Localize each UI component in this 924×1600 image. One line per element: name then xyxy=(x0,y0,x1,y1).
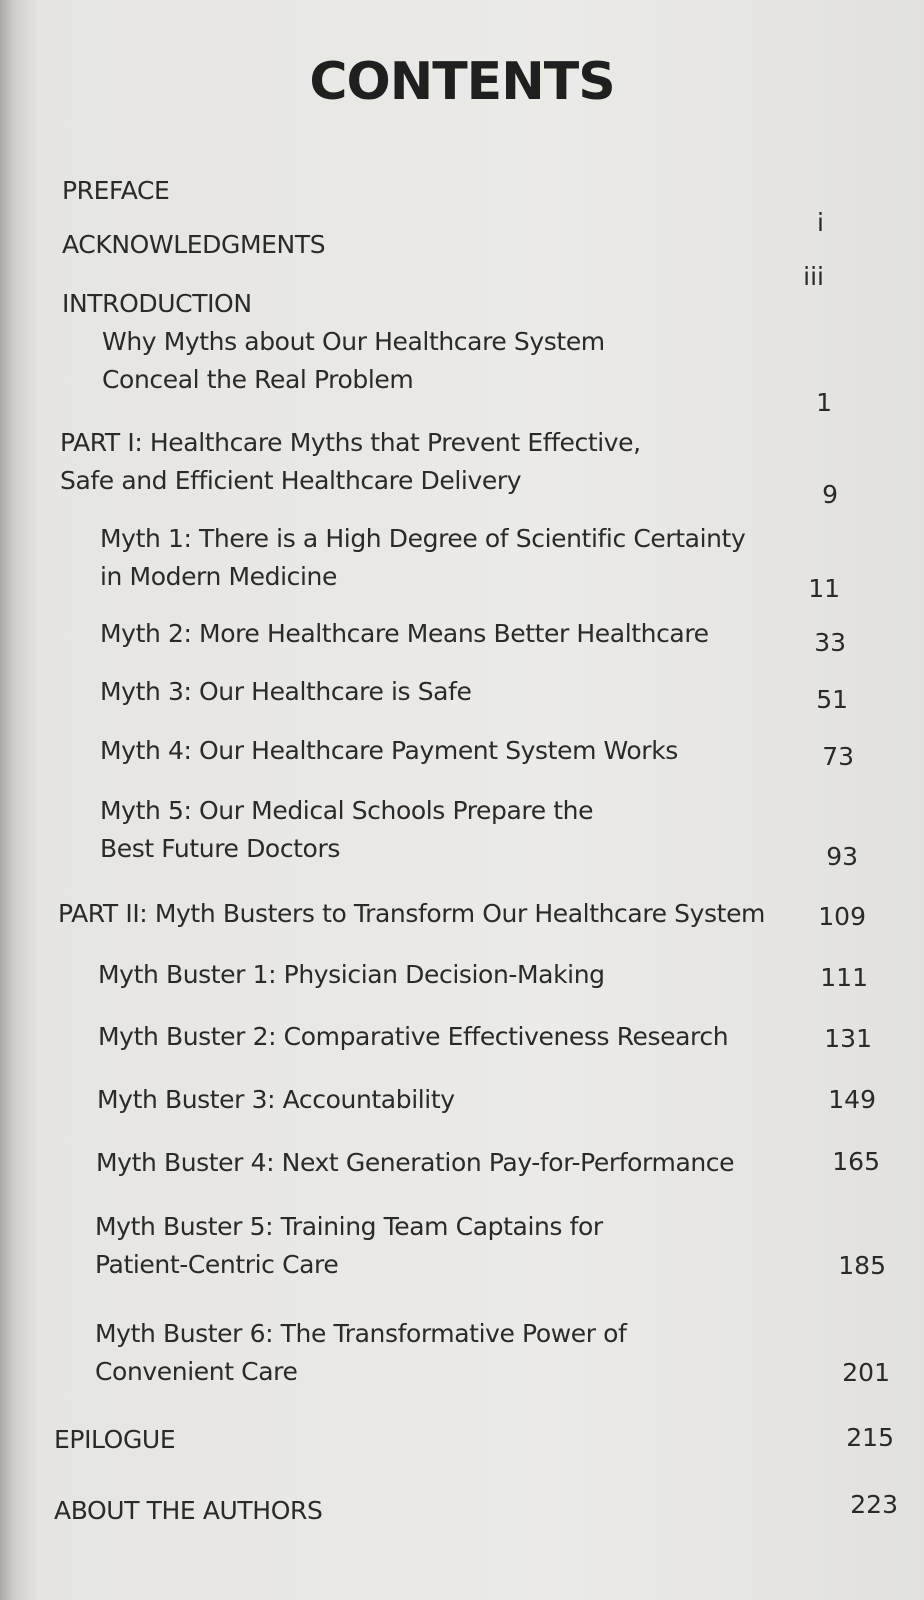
toc-page-number: 201 xyxy=(842,1358,890,1387)
toc-entry-title: Myth 2: More Healthcare Means Better Healthcare xyxy=(100,619,709,648)
toc-page-number: 93 xyxy=(826,842,858,871)
toc-entry-buster3 xyxy=(97,1081,455,1119)
page-title: CONTENTS xyxy=(309,52,615,112)
toc-entry-buster2 xyxy=(98,1018,728,1056)
toc-entry-about xyxy=(54,1492,322,1530)
toc-page-number: 109 xyxy=(818,902,866,931)
toc-entry-preface xyxy=(62,172,169,210)
toc-entry-title: PART II: Myth Busters to Transform Our Healthcare System xyxy=(58,899,766,928)
toc-entry-title: Myth Buster 5: Training Team Captains for xyxy=(95,1212,603,1241)
toc-entry-title: Patient-Centric Care xyxy=(95,1250,339,1279)
toc-entry-title: Myth Buster 6: The Transformative Power of xyxy=(95,1319,627,1348)
toc-entry-introduction xyxy=(62,285,605,399)
toc-entry-buster1 xyxy=(98,956,605,994)
toc-entry-acknowledgments xyxy=(62,226,325,264)
toc-entry-title: PART I: Healthcare Myths that Prevent Effective, xyxy=(60,428,641,457)
toc-entry-buster6 xyxy=(95,1315,626,1391)
toc-entry-part2 xyxy=(58,895,765,933)
toc-page-number: 51 xyxy=(816,685,848,714)
toc-entry-title: Myth Buster 4: Next Generation Pay-for-Performance xyxy=(96,1148,735,1177)
toc-entry-title: Myth Buster 2: Comparative Effectiveness Research xyxy=(98,1022,729,1051)
toc-entry-title: ACKNOWLEDGMENTS xyxy=(62,230,326,259)
toc-entry-subtitle: Why Myths about Our Healthcare System xyxy=(102,327,605,356)
toc-page-number: 215 xyxy=(846,1423,894,1452)
toc-entry-subtitle: Conceal the Real Problem xyxy=(102,365,414,394)
toc-entry-title: Myth 4: Our Healthcare Payment System Works xyxy=(100,736,678,765)
toc-entry-title: Myth 3: Our Healthcare is Safe xyxy=(100,677,472,706)
toc-page-number: 73 xyxy=(822,742,854,771)
toc-page-number: iii xyxy=(803,262,824,291)
toc-page-number: 1 xyxy=(816,388,832,417)
toc-page-number: 111 xyxy=(820,963,868,992)
toc-entry-title: in Modern Medicine xyxy=(100,562,337,591)
toc-page-number: 11 xyxy=(808,574,840,603)
toc-page-number: 165 xyxy=(832,1147,880,1176)
toc-entry-title: INTRODUCTION xyxy=(62,289,252,318)
toc-entry-myth5 xyxy=(100,792,593,868)
toc-entry-epilogue xyxy=(54,1421,175,1459)
toc-entry-myth1 xyxy=(100,520,745,596)
toc-entry-title: EPILOGUE xyxy=(54,1425,176,1454)
toc-entry-title: Myth Buster 1: Physician Decision-Making xyxy=(98,960,605,989)
toc-entry-title: Safe and Efficient Healthcare Delivery xyxy=(60,466,522,495)
toc-entry-title: ABOUT THE AUTHORS xyxy=(54,1496,323,1525)
toc-page-number: 9 xyxy=(822,480,838,509)
toc-entry-part1 xyxy=(60,424,641,500)
toc-page-number: 149 xyxy=(828,1085,876,1114)
toc-entry-myth2 xyxy=(100,615,709,653)
toc-page-number: 223 xyxy=(850,1490,898,1519)
toc-entry-title: Best Future Doctors xyxy=(100,834,340,863)
toc-entry-title: PREFACE xyxy=(62,176,170,205)
toc-page-number: 131 xyxy=(824,1024,872,1053)
toc-page-number: 185 xyxy=(838,1251,886,1280)
toc-entry-title: Myth Buster 3: Accountability xyxy=(97,1085,455,1114)
toc-entry-title: Convenient Care xyxy=(95,1357,298,1386)
toc-entry-myth4 xyxy=(100,732,678,770)
toc-entry-buster5 xyxy=(95,1208,603,1284)
toc-entry-buster4 xyxy=(96,1144,734,1182)
toc-entry-myth3 xyxy=(100,673,471,711)
toc-page-number: 33 xyxy=(814,628,846,657)
toc-entry-title: Myth 5: Our Medical Schools Prepare the xyxy=(100,796,594,825)
toc-page-number: i xyxy=(817,208,824,237)
toc-entry-title: Myth 1: There is a High Degree of Scientific Certainty xyxy=(100,524,746,553)
